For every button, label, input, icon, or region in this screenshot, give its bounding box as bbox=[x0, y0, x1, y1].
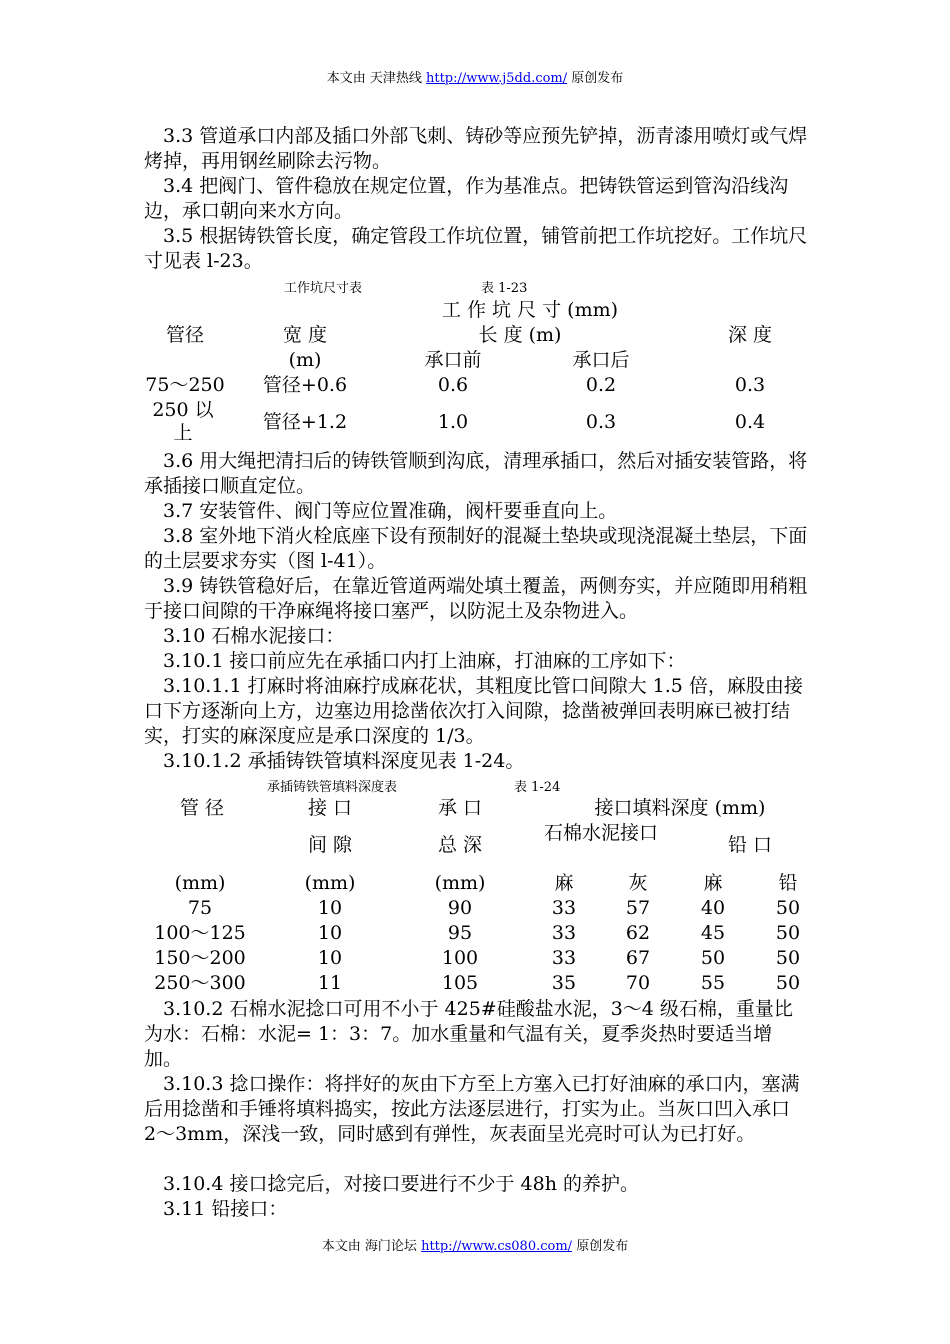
table2-cell: 33 bbox=[551, 947, 577, 969]
paragraph-3-7: 3.7 安装管件、阀门等应位置准确，阀杆要垂直向上。 bbox=[144, 500, 618, 522]
table2-cell: 150～200 bbox=[154, 947, 246, 969]
table2-cell: 67 bbox=[625, 947, 651, 969]
header-link[interactable]: http://www.j5dd.com/ bbox=[425, 71, 568, 86]
footer-suffix: 原创发布 bbox=[576, 1239, 629, 1254]
table1-header-length: 长 度 (m) bbox=[478, 324, 562, 346]
table2-header-fill-depth: 接口填料深度 (mm) bbox=[594, 797, 766, 819]
table1-cell: 0.2 bbox=[585, 374, 617, 396]
paragraph-3-10-1-2: 3.10.1.2 承插铸铁管填料深度见表 1-24。 bbox=[144, 750, 525, 772]
paragraph-3-5: 3.5 根据铸铁管长度，确定管段工作坑位置，铺管前把工作坑挖好。工作坑尺寸见表 l-23。 bbox=[144, 225, 808, 272]
table2-caption: 承插铸铁管填料深度表 bbox=[267, 780, 398, 795]
table2-cell: 105 bbox=[441, 972, 479, 994]
table1-header-depth: 深 度 bbox=[727, 324, 773, 346]
table2-unit-cell: (mm) bbox=[174, 872, 226, 894]
paragraph-3-4: 3.4 把阀门、管件稳放在规定位置，作为基准点。把铸铁管运到管沟沿线沟边，承口朝向来水方向。 bbox=[144, 175, 789, 222]
footer-link[interactable]: http://www.cs080.com/ bbox=[421, 1239, 573, 1254]
table2-cell: 70 bbox=[625, 972, 651, 994]
table2-unit-cell: 铅 bbox=[778, 872, 798, 894]
table1-cell: 0.6 bbox=[437, 374, 469, 396]
paragraph-3-8: 3.8 室外地下消火栓底座下设有预制好的混凝土垫块或现浇混凝土垫层，下面的土层要求夯实（图 l-41）。 bbox=[144, 525, 808, 572]
header-suffix: 原创发布 bbox=[571, 71, 624, 86]
table2-cell: 35 bbox=[551, 972, 577, 994]
header-prefix: 本文由 天津热线 bbox=[326, 71, 422, 86]
table1-cell: 75～250 bbox=[145, 374, 225, 396]
table2-cell: 50 bbox=[775, 897, 801, 919]
paragraph-3-6: 3.6 用大绳把清扫后的铸铁管顺到沟底，清理承插口，然后对插安装管路，将承插接口顺直定位。 bbox=[144, 450, 808, 497]
table2-cell: 55 bbox=[700, 972, 726, 994]
table2-cell: 62 bbox=[625, 922, 651, 944]
table2-cell: 33 bbox=[551, 897, 577, 919]
table1-caption-number: 表 1-23 bbox=[481, 281, 528, 296]
table2-cell: 10 bbox=[317, 947, 343, 969]
table1-cell: 250 以上 bbox=[152, 399, 214, 444]
paragraph-3-11: 3.11 铅接口： bbox=[144, 1198, 288, 1220]
table2-header-joint: 接 口 bbox=[307, 797, 353, 819]
table2-unit-cell: 麻 bbox=[703, 872, 723, 894]
table2-cell: 250～300 bbox=[154, 972, 246, 994]
table2-unit-cell: 麻 bbox=[554, 872, 574, 894]
table2-cell: 40 bbox=[700, 897, 726, 919]
table2-header-lead: 铅 口 bbox=[727, 834, 773, 856]
table1-cell: 0.3 bbox=[585, 411, 617, 433]
table2-cell: 95 bbox=[447, 922, 473, 944]
table1-cell: 管径+1.2 bbox=[262, 411, 348, 433]
paragraph-3-10-3: 3.10.3 捻口操作：将拌好的灰由下方至上方塞入已打好油麻的承口内，塞满后用捻凿和手锤将填料捣实，按此方法逐层进行，打实为止。当灰口凹入承口 2～3mm，深浅一致，同时感到有弹性，灰表面呈光亮时可认为已打好。 bbox=[144, 1073, 800, 1145]
table2-cell: 50 bbox=[775, 947, 801, 969]
table2-header-joint-gap: 间 隙 bbox=[307, 834, 353, 856]
table2-cell: 100～125 bbox=[154, 922, 246, 944]
table2-header-socket-depth: 总 深 bbox=[437, 834, 483, 856]
footer-prefix: 本文由 海门论坛 bbox=[321, 1239, 417, 1254]
table1-cell: 1.0 bbox=[437, 411, 469, 433]
table2-cell: 100 bbox=[441, 947, 479, 969]
table1-caption: 工作坑尺寸表 bbox=[284, 281, 363, 296]
table1-cell: 0.4 bbox=[734, 411, 766, 433]
table2-cell: 50 bbox=[775, 972, 801, 994]
table2-cell: 50 bbox=[700, 947, 726, 969]
table2-unit-cell: 灰 bbox=[628, 872, 648, 894]
table1-group-header: 工 作 坑 尺 寸 (mm) bbox=[441, 299, 619, 321]
table2-caption-number: 表 1-24 bbox=[514, 780, 561, 795]
paragraph-3-10-1-1: 3.10.1.1 打麻时将油麻拧成麻花状，其粗度比管口间隙大 1.5 倍，麻股由接口下方逐渐向上方，边塞边用捻凿依次打入间隙，捻凿被弹回表明麻已被打结实，打实的麻深度应是承口深度的 1/3。 bbox=[144, 675, 803, 747]
table1-sub-front: 承口前 bbox=[424, 349, 482, 371]
table2-header-socket: 承 口 bbox=[437, 797, 483, 819]
table1-header-width: 宽 度 bbox=[282, 324, 328, 346]
table1-sub-back: 承口后 bbox=[572, 349, 630, 371]
table2-unit-cell: (mm) bbox=[304, 872, 356, 894]
paragraph-3-10-2: 3.10.2 石棉水泥捻口可用不小于 425#硅酸盐水泥，3～4 级石棉，重量比为水：石棉：水泥= 1：3：7。加水重量和气温有关，夏季炎热时要适当增加。 bbox=[144, 998, 793, 1070]
paragraph-3-3: 3.3 管道承口内部及插口外部飞刺、铸砂等应预先铲掉，沥青漆用喷灯或气焊烤掉，再用钢丝刷除去污物。 bbox=[144, 125, 808, 172]
table1-cell: 0.3 bbox=[734, 374, 766, 396]
paragraph-3-9: 3.9 铸铁管稳好后，在靠近管道两端处填土覆盖，两侧夯实，并应随即用稍粗于接口间隙的干净麻绳将接口塞严，以防泥土及杂物进入。 bbox=[144, 575, 808, 622]
page-header bbox=[0, 67, 950, 86]
paragraph-3-10-4: 3.10.4 接口捻完后，对接口要进行不少于 48h 的养护。 bbox=[144, 1173, 639, 1195]
table2-cell: 75 bbox=[187, 897, 213, 919]
table2-cell: 11 bbox=[317, 972, 343, 994]
paragraph-3-10-1: 3.10.1 接口前应先在承插口内打上油麻，打油麻的工序如下： bbox=[144, 650, 686, 672]
table2-cell: 90 bbox=[447, 897, 473, 919]
table1-cell: 管径+0.6 bbox=[262, 374, 348, 396]
table2-header-asbestos: 石棉水泥接口 bbox=[543, 822, 658, 844]
table2-cell: 10 bbox=[317, 897, 343, 919]
paragraph-3-10: 3.10 石棉水泥接口： bbox=[144, 625, 345, 647]
table2-unit-cell: (mm) bbox=[434, 872, 486, 894]
table2-cell: 33 bbox=[551, 922, 577, 944]
table2-cell: 50 bbox=[775, 922, 801, 944]
table1-header-width-unit: (m) bbox=[288, 349, 322, 371]
table1-header-pipe: 管径 bbox=[165, 324, 204, 346]
table2-header-pipe: 管 径 bbox=[179, 797, 225, 819]
table2-cell: 10 bbox=[317, 922, 343, 944]
table2-cell: 45 bbox=[700, 922, 726, 944]
table2-cell: 57 bbox=[625, 897, 651, 919]
page-footer bbox=[0, 1235, 950, 1254]
